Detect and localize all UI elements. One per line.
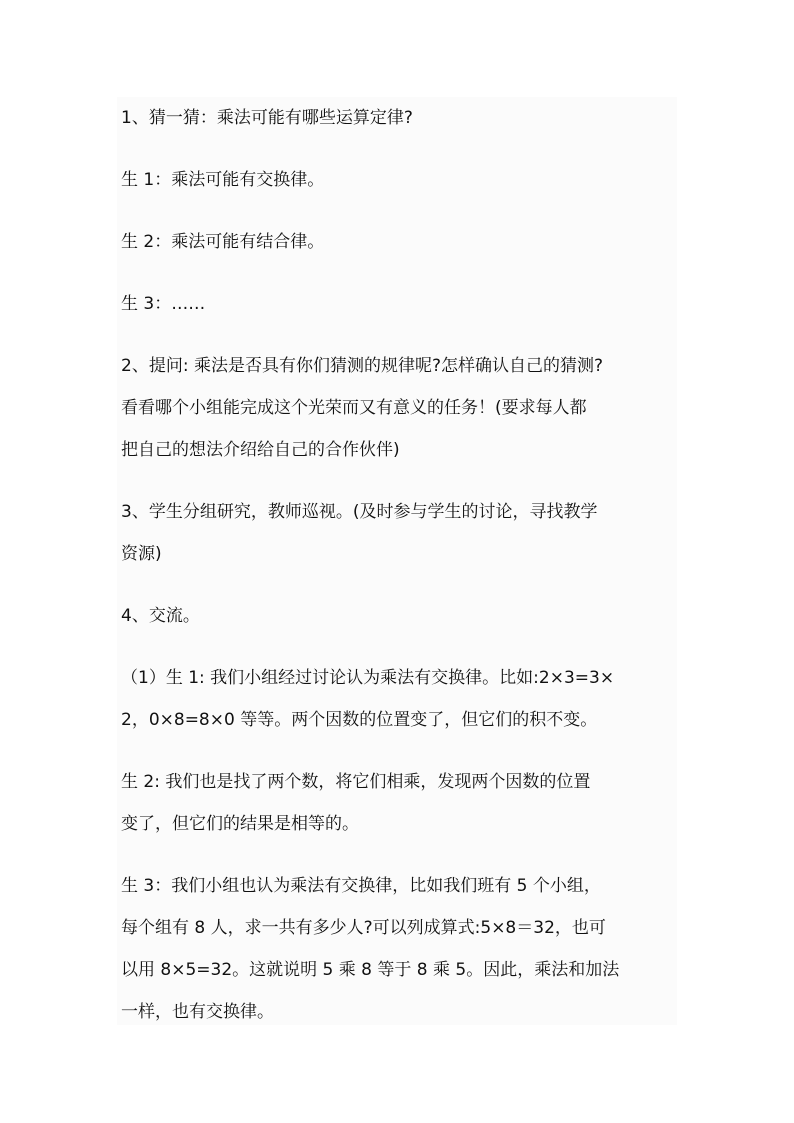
exchange-student-3-line-4: 一样，也有交换律。 — [121, 1002, 274, 1022]
exchange-student-2-line-1: 生 2: 我们也是找了两个数，将它们相乘，发现两个因数的位置 — [121, 772, 591, 792]
exchange-student-1-line-2: 2，0×8=8×0 等等。两个因数的位置变了，但它们的积不变。 — [121, 710, 598, 730]
student-1-answer: 生 1：乘法可能有交换律。 — [121, 170, 325, 190]
question-2-line-3: 把自己的想法介绍给自己的合作伙伴) — [121, 440, 400, 460]
exchange-student-2-line-2: 变了，但它们的结果是相等的。 — [121, 814, 359, 834]
step-3-line-2: 资源) — [121, 544, 162, 564]
exchange-student-3-line-1: 生 3：我们小组也认为乘法有交换律，比如我们班有 5 个小组， — [121, 876, 601, 896]
exchange-student-3-line-2: 每个组有 8 人，求一共有多少人?可以列成算式:5×8＝32，也可 — [121, 918, 606, 938]
question-1-guess: 1、猜一猜：乘法可能有哪些运算定律? — [121, 108, 413, 128]
step-4-exchange: 4、交流。 — [121, 606, 200, 626]
step-3-line-1: 3、学生分组研究，教师巡视。(及时参与学生的讨论，寻找教学 — [121, 502, 598, 522]
exchange-student-1-line-1: （1）生 1: 我们小组经过讨论认为乘法有交换律。比如:2×3=3× — [121, 668, 615, 688]
question-2-line-1: 2、提问: 乘法是否具有你们猜测的规律呢?怎样确认自己的猜测? — [121, 356, 603, 376]
exchange-student-3-line-3: 以用 8×5=32。这就说明 5 乘 8 等于 8 乘 5。因此，乘法和加法 — [121, 960, 620, 980]
question-2-line-2: 看看哪个小组能完成这个光荣而又有意义的任务！(要求每人都 — [121, 398, 587, 418]
student-3-answer: 生 3：…… — [121, 294, 206, 314]
student-2-answer: 生 2：乘法可能有结合律。 — [121, 232, 325, 252]
